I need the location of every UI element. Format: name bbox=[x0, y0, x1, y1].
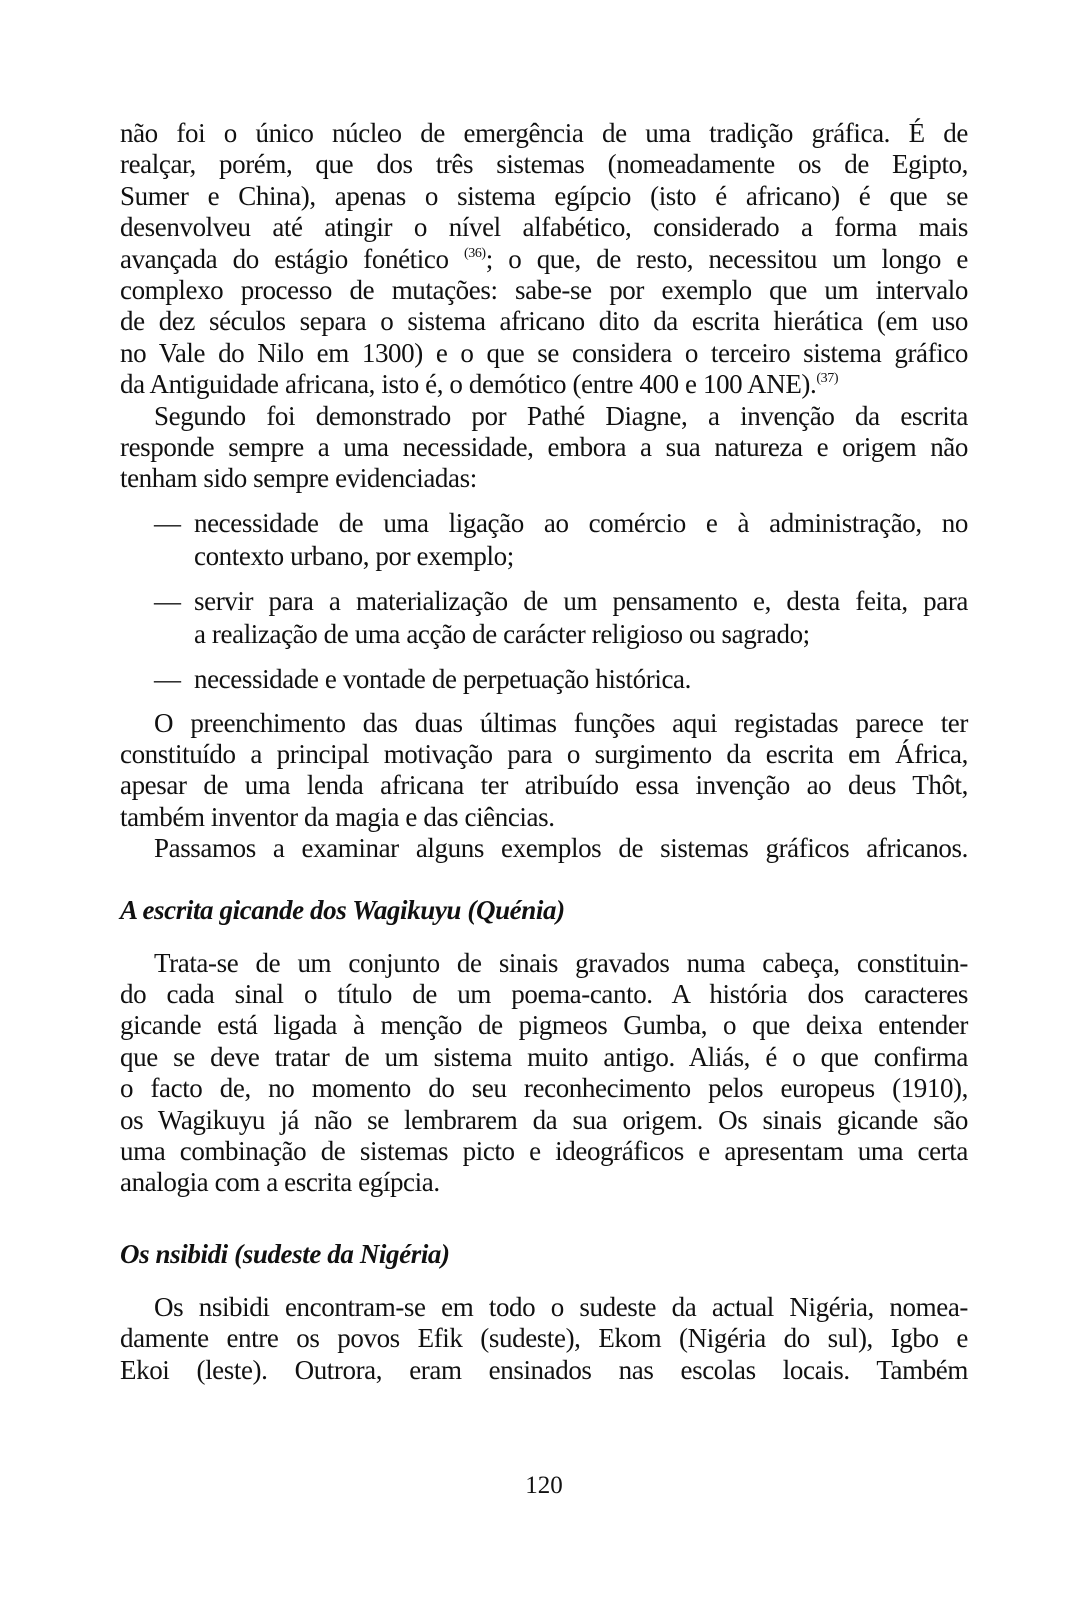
document-page bbox=[120, 118, 968, 1386]
text-line: necessidade de uma ligação ao comércio e à administração, no bbox=[194, 507, 968, 538]
text-line: analogia com a escrita egípcia. bbox=[120, 1167, 440, 1198]
text-line: damente entre os povos Efik (sudeste), Ekom (Nigéria do sul), Igbo e bbox=[120, 1323, 968, 1354]
text-line: necessidade e vontade de perpetuação histórica. bbox=[194, 663, 691, 694]
page-number: 120 bbox=[525, 1472, 563, 1499]
text-line: responde sempre a uma necessidade, embora a sua natureza e origem não bbox=[120, 431, 968, 462]
paragraph-continuation bbox=[120, 118, 968, 401]
em-dash-bullet: — bbox=[154, 585, 181, 616]
section-heading: A escrita gicande dos Wagikuyu (Quénia) bbox=[120, 894, 565, 925]
footnote-ref-37: (37) bbox=[816, 371, 839, 387]
text-line: Os nsibidi encontram-se em todo o sudeste da actual Nigéria, nomea- bbox=[154, 1291, 968, 1322]
list-item bbox=[154, 507, 968, 573]
text-line: Trata-se de um conjunto de sinais gravados numa cabeça, constituin- bbox=[154, 947, 968, 978]
text-line: no Vale do Nilo em 1300) e o que se considera o terceiro sistema gráfico bbox=[120, 337, 968, 368]
list-item bbox=[154, 663, 968, 696]
em-dash-bullet: — bbox=[154, 507, 181, 538]
text-line-with-footnote bbox=[120, 369, 968, 400]
text-line: uma combinação de sistemas picto e ideográficos e apresentam uma certa bbox=[120, 1135, 968, 1166]
text-fragment: da Antiguidade africana, isto é, o demótico (entre 400 e 100 ANE). bbox=[120, 369, 817, 400]
text-line: do cada sinal o título de um poema-canto. A história dos caracteres bbox=[120, 979, 968, 1010]
text-line: constituído a principal motivação para o surgimento da escrita em África, bbox=[120, 739, 968, 770]
text-line: complexo processo de mutações: sabe-se por exemplo que um intervalo bbox=[120, 274, 968, 305]
text-line: tenham sido sempre evidenciadas: bbox=[120, 463, 477, 494]
section-heading: Os nsibidi (sudeste da Nigéria) bbox=[120, 1238, 450, 1269]
text-line: Ekoi (leste). Outrora, eram ensinados nas escolas locais. Também bbox=[120, 1354, 968, 1385]
text-line: de dez séculos separa o sistema africano dito da escrita hierática (em uso bbox=[120, 306, 968, 337]
text-line: Segundo foi demonstrado por Pathé Diagne, a invenção da escrita bbox=[154, 400, 968, 431]
text-line: servir para a materialização de um pensamento e, desta feita, para bbox=[194, 585, 968, 616]
section-paragraph bbox=[120, 1292, 968, 1386]
text-line: não foi o único núcleo de emergência de uma tradição gráfica. É de bbox=[120, 118, 968, 148]
footnote-ref-36: (36) bbox=[463, 245, 486, 261]
text-line: Sumer e China), apenas o sistema egípcio (isto é africano) é que se bbox=[120, 180, 968, 211]
em-dash-bullet: — bbox=[154, 663, 181, 694]
text-line: apesar de uma lenda africana ter atribuído essa invenção ao deus Thôt, bbox=[120, 770, 968, 801]
text-line: o facto de, no momento do seu reconhecimento pelos europeus (1910), bbox=[120, 1073, 968, 1104]
text-fragment: ; o que, de resto, necessitou um longo e bbox=[485, 243, 968, 274]
paragraph bbox=[120, 708, 968, 834]
text-line: realçar, porém, que dos três sistemas (nomeadamente os de Egipto, bbox=[120, 149, 968, 180]
text-line-with-footnote bbox=[120, 244, 968, 275]
paragraph bbox=[120, 401, 968, 495]
text-line: os Wagikuyu já não se lembrarem da sua origem. Os sinais gicande são bbox=[120, 1104, 968, 1135]
text-line: a realização de uma acção de carácter religioso ou sagrado; bbox=[194, 618, 810, 649]
list-item bbox=[154, 585, 968, 651]
text-line: também inventor da magia e das ciências. bbox=[120, 801, 555, 832]
text-line: Passamos a examinar alguns exemplos de sistemas gráficos africanos. bbox=[154, 833, 968, 864]
text-line: gicande está ligada à menção de pigmeos Gumba, o que deixa entender bbox=[120, 1010, 968, 1041]
paragraph bbox=[120, 833, 968, 864]
text-fragment: avançada do estágio fonético bbox=[120, 243, 449, 274]
text-line: desenvolveu até atingir o nível alfabético, considerado a forma mais bbox=[120, 212, 968, 243]
text-line: contexto urbano, por exemplo; bbox=[194, 540, 514, 571]
text-line: O preenchimento das duas últimas funções aqui registadas parece ter bbox=[154, 707, 968, 738]
section-paragraph bbox=[120, 948, 968, 1199]
dash-list bbox=[120, 507, 968, 696]
text-line: que se deve tratar de um sistema muito antigo. Aliás, é o que confirma bbox=[120, 1041, 968, 1072]
